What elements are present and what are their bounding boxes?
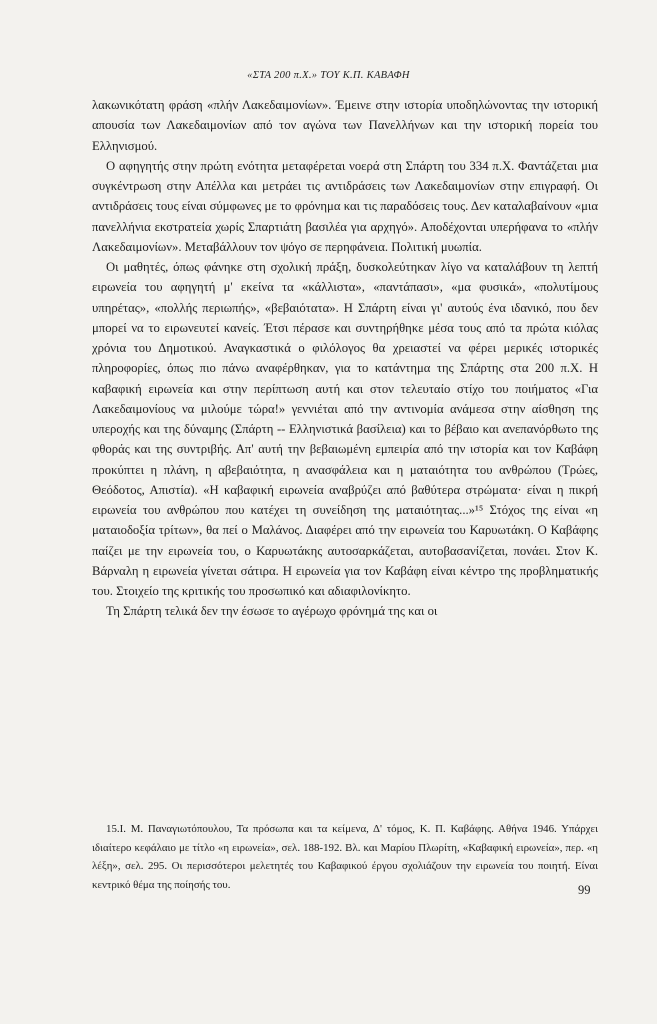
paragraph-4: Τη Σπάρτη τελικά δεν την έσωσε το αγέρωχο φρόνημά της και οι [106,604,438,619]
paragraph-1: λακωνικότατη φράση «πλήν Λακεδαιμονίων». Έμεινε στην ιστορία υποδηλώνοντας την ιστορική απουσία των Λακεδαιμονίων από τον αγώνα των Πανελλήνων και την ιστορική πορεία του Ελληνισμού. [92,98,598,153]
footnote-15: 15.Ι. Μ. Παναγιωτόπουλου, Τα πρόσωπα και τα κείμενα, Δ' τόμος, Κ. Π. Καβάφης. Αθήνα 1946. Υπάρχει ιδιαίτερο κεφάλαιο με τίτλο «η ειρωνεία», σελ. 188-192. Βλ. και Μαρίου Πλωρίτη, «Καβαφική ειρωνεία», περ. «η λέξη», σελ. 295. Οι περισσότεροι μελετητές του Καβαφικού έργου σχολιάζουν την ειρωνεία του ποιητή. Είναι κεντρικό θέμα της ποίησής του. [92,823,598,891]
paragraph-2: Ο αφηγητής στην πρώτη ενότητα μεταφέρεται νοερά στη Σπάρτη του 334 π.Χ. Φαντάζεται μια συγκέντρωση στην Απέλλα και μετράει τις αντιδράσεις των Λακεδαιμονίων στην επιγραφή. Οι αντιδράσεις τους είναι σύμφωνες με το φρόνημα και τις παραδόσεις τους. Δεν καταλαβαίνουν «μια πανελλήνια εκστρατεία χωρίς Σπαρτιάτη βασιλέα για αρχηγό». Αποδέχονται υπερήφανα το «πλήν Λακεδαιμονίων». Μεταβάλλουν τον ψόγο σε περηφάνεια. Πολιτική μυωπία. [92,158,598,254]
body-text [92,95,598,622]
footnote [92,820,598,894]
page-number: 99 [578,883,591,897]
paragraph-3: Οι μαθητές, όπως φάνηκε στη σχολική πράξη, δυσκολεύτηκαν λίγο να καταλάβουν τη λεπτή ειρωνεία του αφηγητή μ' εκείνα τα «κάλλιστα», «παντάπασι», «μα φυσικά», «πολυτίμους υπηρέτας», «πολλής περιωπής», «βεβαιότατα». Η Σπάρτη είναι γι' αυτούς ένα ιδανικό, που δεν μπορεί να το ειρωνευτεί κανείς. Έτσι πέρασε και συντηρήθηκε μέσα τους από τα πρώτα κιόλας χρόνια του Δημοτικού. Αναγκαστικά ο φιλόλογος θα χρειαστεί να φέρει μερικές ιστορικές πληροφορίες, όπως πιο πάνω αναφέρθηκαν, για το κατάντημα της Σπάρτης στα 200 π.Χ. Η καβαφική ειρωνεία και στην περίπτωση αυτή και στον τελευταίο στίχο του ποιήματος «Για Λακεδαιμονίους να μιλούμε τώρα!» γεννιέται από την αντινομία ανάμεσα στην αίσθηση της υπεροχής και της δύναμης (Σπάρτη -- Ελληνιστικά βασίλεια) και το βέβαιο και ανεπανόρθωτο της φθοράς και της συντριβής. Απ' αυτή την βεβαιωμένη εμπειρία από την ιστορία και τον Καβάφη προκύπτει η πλάνη, η αβεβαιότητα, η ανασφάλεια και η ματαιότητα του ανθρώπου (Τρώες, Θεόδοτος, Απιστία). «Η καβαφική ειρωνεία αναβρύζει από βαθύτερα στρώματα· είναι η πικρή ειρωνεία του ανθρώπου που κατέχει τη συνείδηση της ματαιότητας...»¹⁵ Στόχος της είναι «η ματαιοδοξία τρίτων», θα πεί ο Μαλάνος. Διαφέρει από την ειρωνεία του Καρυωτάκη. Ο Καβάφης παίζει με την ειρωνεία του, ο Καρυωτάκης αυτοσαρκάζεται, αυτοβασανίζεται, πονάει. Στον Κ. Βάρναλη η ειρωνεία γίνεται σάτιρα. Η ειρωνεία για τον Καβάφη είναι κέντρο της προβληματικής του. Στοιχείο της κριτικής του προσωπικό και αδιαφιλονίκητο. [92,260,598,598]
running-head: «ΣΤΑ 200 π.Χ.» ΤΟΥ Κ.Π. ΚΑΒΑΦΗ [247,70,410,81]
